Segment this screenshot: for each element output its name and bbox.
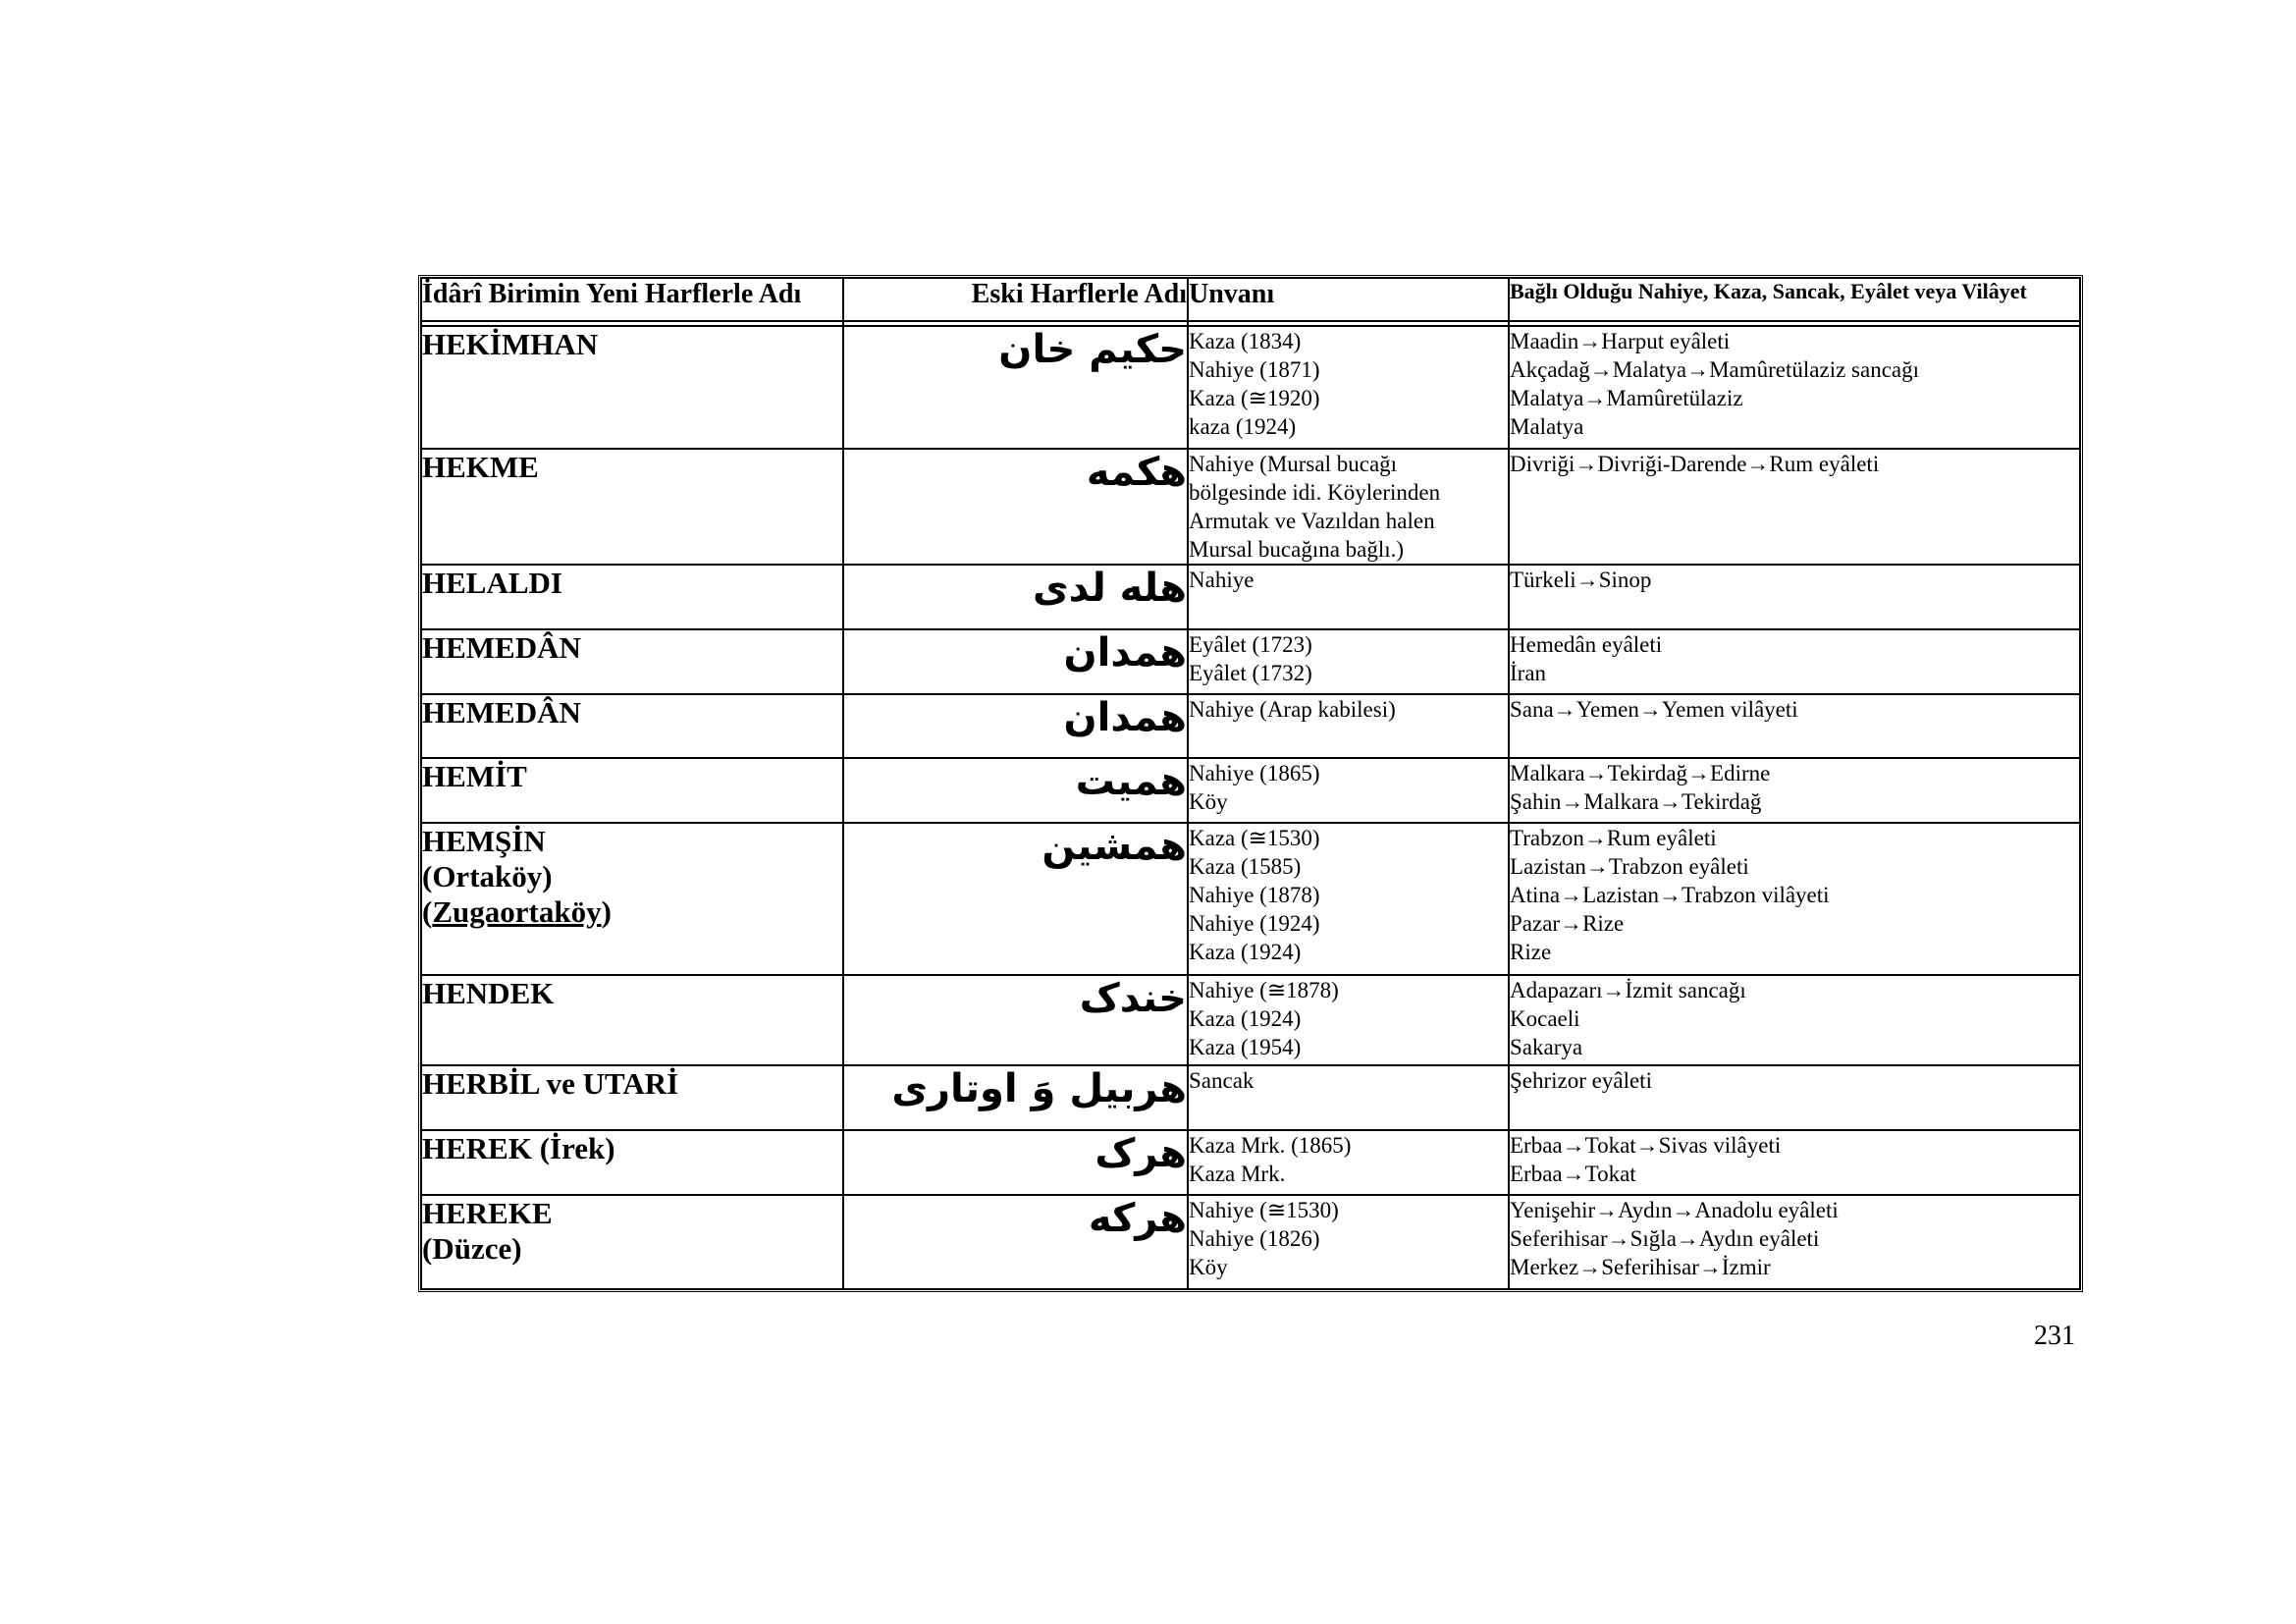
affiliation-cell <box>1509 565 2080 629</box>
old-script-name: هله لدى <box>843 565 1188 629</box>
unit-name-line: HEMEDÂN <box>422 695 581 730</box>
table-row <box>421 565 2080 629</box>
affiliation-line: Seferihisar→Sığla→Aydın eyâleti <box>1510 1226 1820 1251</box>
unit-name-cell <box>421 449 843 565</box>
affiliation-cell <box>1509 823 2080 975</box>
affiliation-line: Malatya <box>1510 414 1584 439</box>
affiliation-line: Malatya→Mamûretülaziz <box>1510 386 1743 410</box>
table-row <box>421 1130 2080 1195</box>
title-cell <box>1188 326 1509 449</box>
title-line: Kaza (1585) <box>1189 854 1302 879</box>
title-line: Kaza (≅1920) <box>1189 386 1320 410</box>
title-line: Kaza (1834) <box>1189 329 1302 353</box>
old-script-name: هرک <box>843 1130 1188 1195</box>
affiliation-line: Divriği→Divriği-Darende→Rum eyâleti <box>1510 452 1880 476</box>
table-row <box>421 1195 2080 1289</box>
unit-name-line: HERBİL ve UTARİ <box>422 1066 679 1101</box>
admin-units-table <box>418 275 2083 1292</box>
title-line: Kaza (1954) <box>1189 1035 1302 1059</box>
unit-name-line: (Düzce) <box>422 1231 522 1266</box>
title-cell <box>1188 823 1509 975</box>
title-line: Eyâlet (1732) <box>1189 661 1312 685</box>
affiliation-line: Yenişehir→Aydın→Anadolu eyâleti <box>1510 1198 1839 1222</box>
affiliation-line: Rize <box>1510 940 1552 964</box>
title-cell <box>1188 694 1509 758</box>
affiliation-cell <box>1509 629 2080 694</box>
title-cell <box>1188 629 1509 694</box>
unit-name-line: HEMEDÂN <box>422 630 581 665</box>
old-script-name: خندک <box>843 975 1188 1065</box>
title-line: Nahiye (1871) <box>1189 357 1320 382</box>
title-cell <box>1188 1065 1509 1130</box>
table-row <box>421 758 2080 823</box>
unit-name-cell <box>421 326 843 449</box>
header-title: Unvanı <box>1188 278 1509 321</box>
title-line: Nahiye <box>1189 568 1255 592</box>
title-line: Kaza (1924) <box>1189 940 1302 964</box>
header-old-name: Eski Harflerle Adı <box>843 278 1188 321</box>
title-line: Kaza Mrk. <box>1189 1162 1286 1186</box>
unit-name-line: HEKME <box>422 450 539 484</box>
affiliation-line: Sana→Yemen→Yemen vilâyeti <box>1510 697 1798 722</box>
old-script-name: حكيم خان <box>843 326 1188 449</box>
old-script-name: همدان <box>843 694 1188 758</box>
title-cell <box>1188 1130 1509 1195</box>
unit-name-cell <box>421 975 843 1065</box>
affiliation-cell <box>1509 326 2080 449</box>
title-line: bölgesinde idi. Köylerinden <box>1189 480 1441 505</box>
affiliation-line: Pazar→Rize <box>1510 911 1625 936</box>
title-line: Nahiye (1878) <box>1189 883 1320 907</box>
header-new-name: İdârî Birimin Yeni Harflerle Adı <box>421 278 843 321</box>
title-line: Nahiye (1826) <box>1189 1226 1320 1251</box>
affiliation-cell <box>1509 975 2080 1065</box>
affiliation-line: Atina→Lazistan→Trabzon vilâyeti <box>1510 883 1830 907</box>
title-line: Kaza Mrk. (1865) <box>1189 1133 1352 1158</box>
unit-name-line: HELALDI <box>422 566 562 600</box>
unit-name-cell <box>421 694 843 758</box>
affiliation-cell <box>1509 758 2080 823</box>
unit-name-cell <box>421 629 843 694</box>
table-header-row <box>421 278 2080 321</box>
table-row <box>421 694 2080 758</box>
old-script-name: هربيل وَ اوتارى <box>843 1065 1188 1130</box>
title-line: Nahiye (Arap kabilesi) <box>1189 697 1396 722</box>
title-line: Kaza (≅1530) <box>1189 826 1320 850</box>
affiliation-line: Maadin→Harput eyâleti <box>1510 329 1731 353</box>
affiliation-line: Lazistan→Trabzon eyâleti <box>1510 854 1749 879</box>
affiliation-line: Türkeli→Sinop <box>1510 568 1652 592</box>
affiliation-line: Şehrizor eyâleti <box>1510 1068 1652 1093</box>
unit-name-cell <box>421 1065 843 1130</box>
unit-name-line: HEREK (İrek) <box>422 1131 615 1165</box>
title-cell <box>1188 1195 1509 1289</box>
title-line: Mursal bucağına bağlı.) <box>1189 537 1405 562</box>
old-script-name: هكمه <box>843 449 1188 565</box>
page-number: 231 <box>2034 1321 2075 1351</box>
title-line: Kaza (1924) <box>1189 1006 1302 1031</box>
unit-name-line: HEMİT <box>422 759 527 793</box>
affiliation-line: Merkez→Seferihisar→İzmir <box>1510 1255 1771 1279</box>
affiliation-line: Akçadağ→Malatya→Mamûretülaziz sancağı <box>1510 357 1920 382</box>
title-line: Nahiye (≅1878) <box>1189 978 1339 1002</box>
title-cell <box>1188 449 1509 565</box>
title-line: kaza (1924) <box>1189 414 1297 439</box>
unit-name-cell <box>421 758 843 823</box>
title-line: Sancak <box>1189 1068 1255 1093</box>
table-row <box>421 823 2080 975</box>
table-row <box>421 1065 2080 1130</box>
affiliation-cell <box>1509 694 2080 758</box>
old-script-name: هركه <box>843 1195 1188 1289</box>
old-script-name: همشين <box>843 823 1188 975</box>
affiliation-cell <box>1509 1065 2080 1130</box>
affiliation-line: Adapazarı→İzmit sancağı <box>1510 978 1746 1002</box>
unit-name-line: (Zugaortaköy) <box>422 894 612 929</box>
affiliation-line: Trabzon→Rum eyâleti <box>1510 826 1717 850</box>
title-line: Eyâlet (1723) <box>1189 632 1312 657</box>
unit-name-cell <box>421 1195 843 1289</box>
old-script-name: هميت <box>843 758 1188 823</box>
table-row <box>421 326 2080 449</box>
affiliation-line: Malkara→Tekirdağ→Edirne <box>1510 761 1771 785</box>
title-line: Köy <box>1189 1255 1228 1279</box>
title-line: Köy <box>1189 789 1228 814</box>
affiliation-line: Kocaeli <box>1510 1006 1580 1031</box>
title-line: Armutak ve Vazıldan halen <box>1189 509 1435 533</box>
unit-name-line: HENDEK <box>422 976 555 1010</box>
affiliation-cell <box>1509 1195 2080 1289</box>
unit-name-line: HEMŞİN <box>422 824 546 858</box>
affiliation-line: Hemedân eyâleti <box>1510 632 1663 657</box>
table-body <box>421 326 2080 1289</box>
title-cell <box>1188 975 1509 1065</box>
affiliation-line: Sakarya <box>1510 1035 1583 1059</box>
title-line: Nahiye (Mursal bucağı <box>1189 452 1398 476</box>
title-cell <box>1188 565 1509 629</box>
header-affiliation: Bağlı Olduğu Nahiye, Kaza, Sancak, Eyâlet veya Vilâyet <box>1509 278 2080 321</box>
title-cell <box>1188 758 1509 823</box>
affiliation-line: Şahin→Malkara→Tekirdağ <box>1510 789 1762 814</box>
table-row <box>421 629 2080 694</box>
affiliation-line: İran <box>1510 661 1547 685</box>
affiliation-cell <box>1509 449 2080 565</box>
unit-name-line: (Ortaköy) <box>422 859 553 893</box>
unit-name-line: HEREKE <box>422 1196 553 1230</box>
unit-name-cell <box>421 823 843 975</box>
affiliation-line: Erbaa→Tokat→Sivas vilâyeti <box>1510 1133 1782 1158</box>
table-row <box>421 449 2080 565</box>
unit-name-cell <box>421 565 843 629</box>
title-line: Nahiye (1924) <box>1189 911 1320 936</box>
title-line: Nahiye (≅1530) <box>1189 1198 1339 1222</box>
title-line: Nahiye (1865) <box>1189 761 1320 785</box>
table-row <box>421 975 2080 1065</box>
old-script-name: همدان <box>843 629 1188 694</box>
affiliation-cell <box>1509 1130 2080 1195</box>
unit-name-cell <box>421 1130 843 1195</box>
unit-name-line: HEKİMHAN <box>422 327 599 361</box>
affiliation-line: Erbaa→Tokat <box>1510 1162 1636 1186</box>
